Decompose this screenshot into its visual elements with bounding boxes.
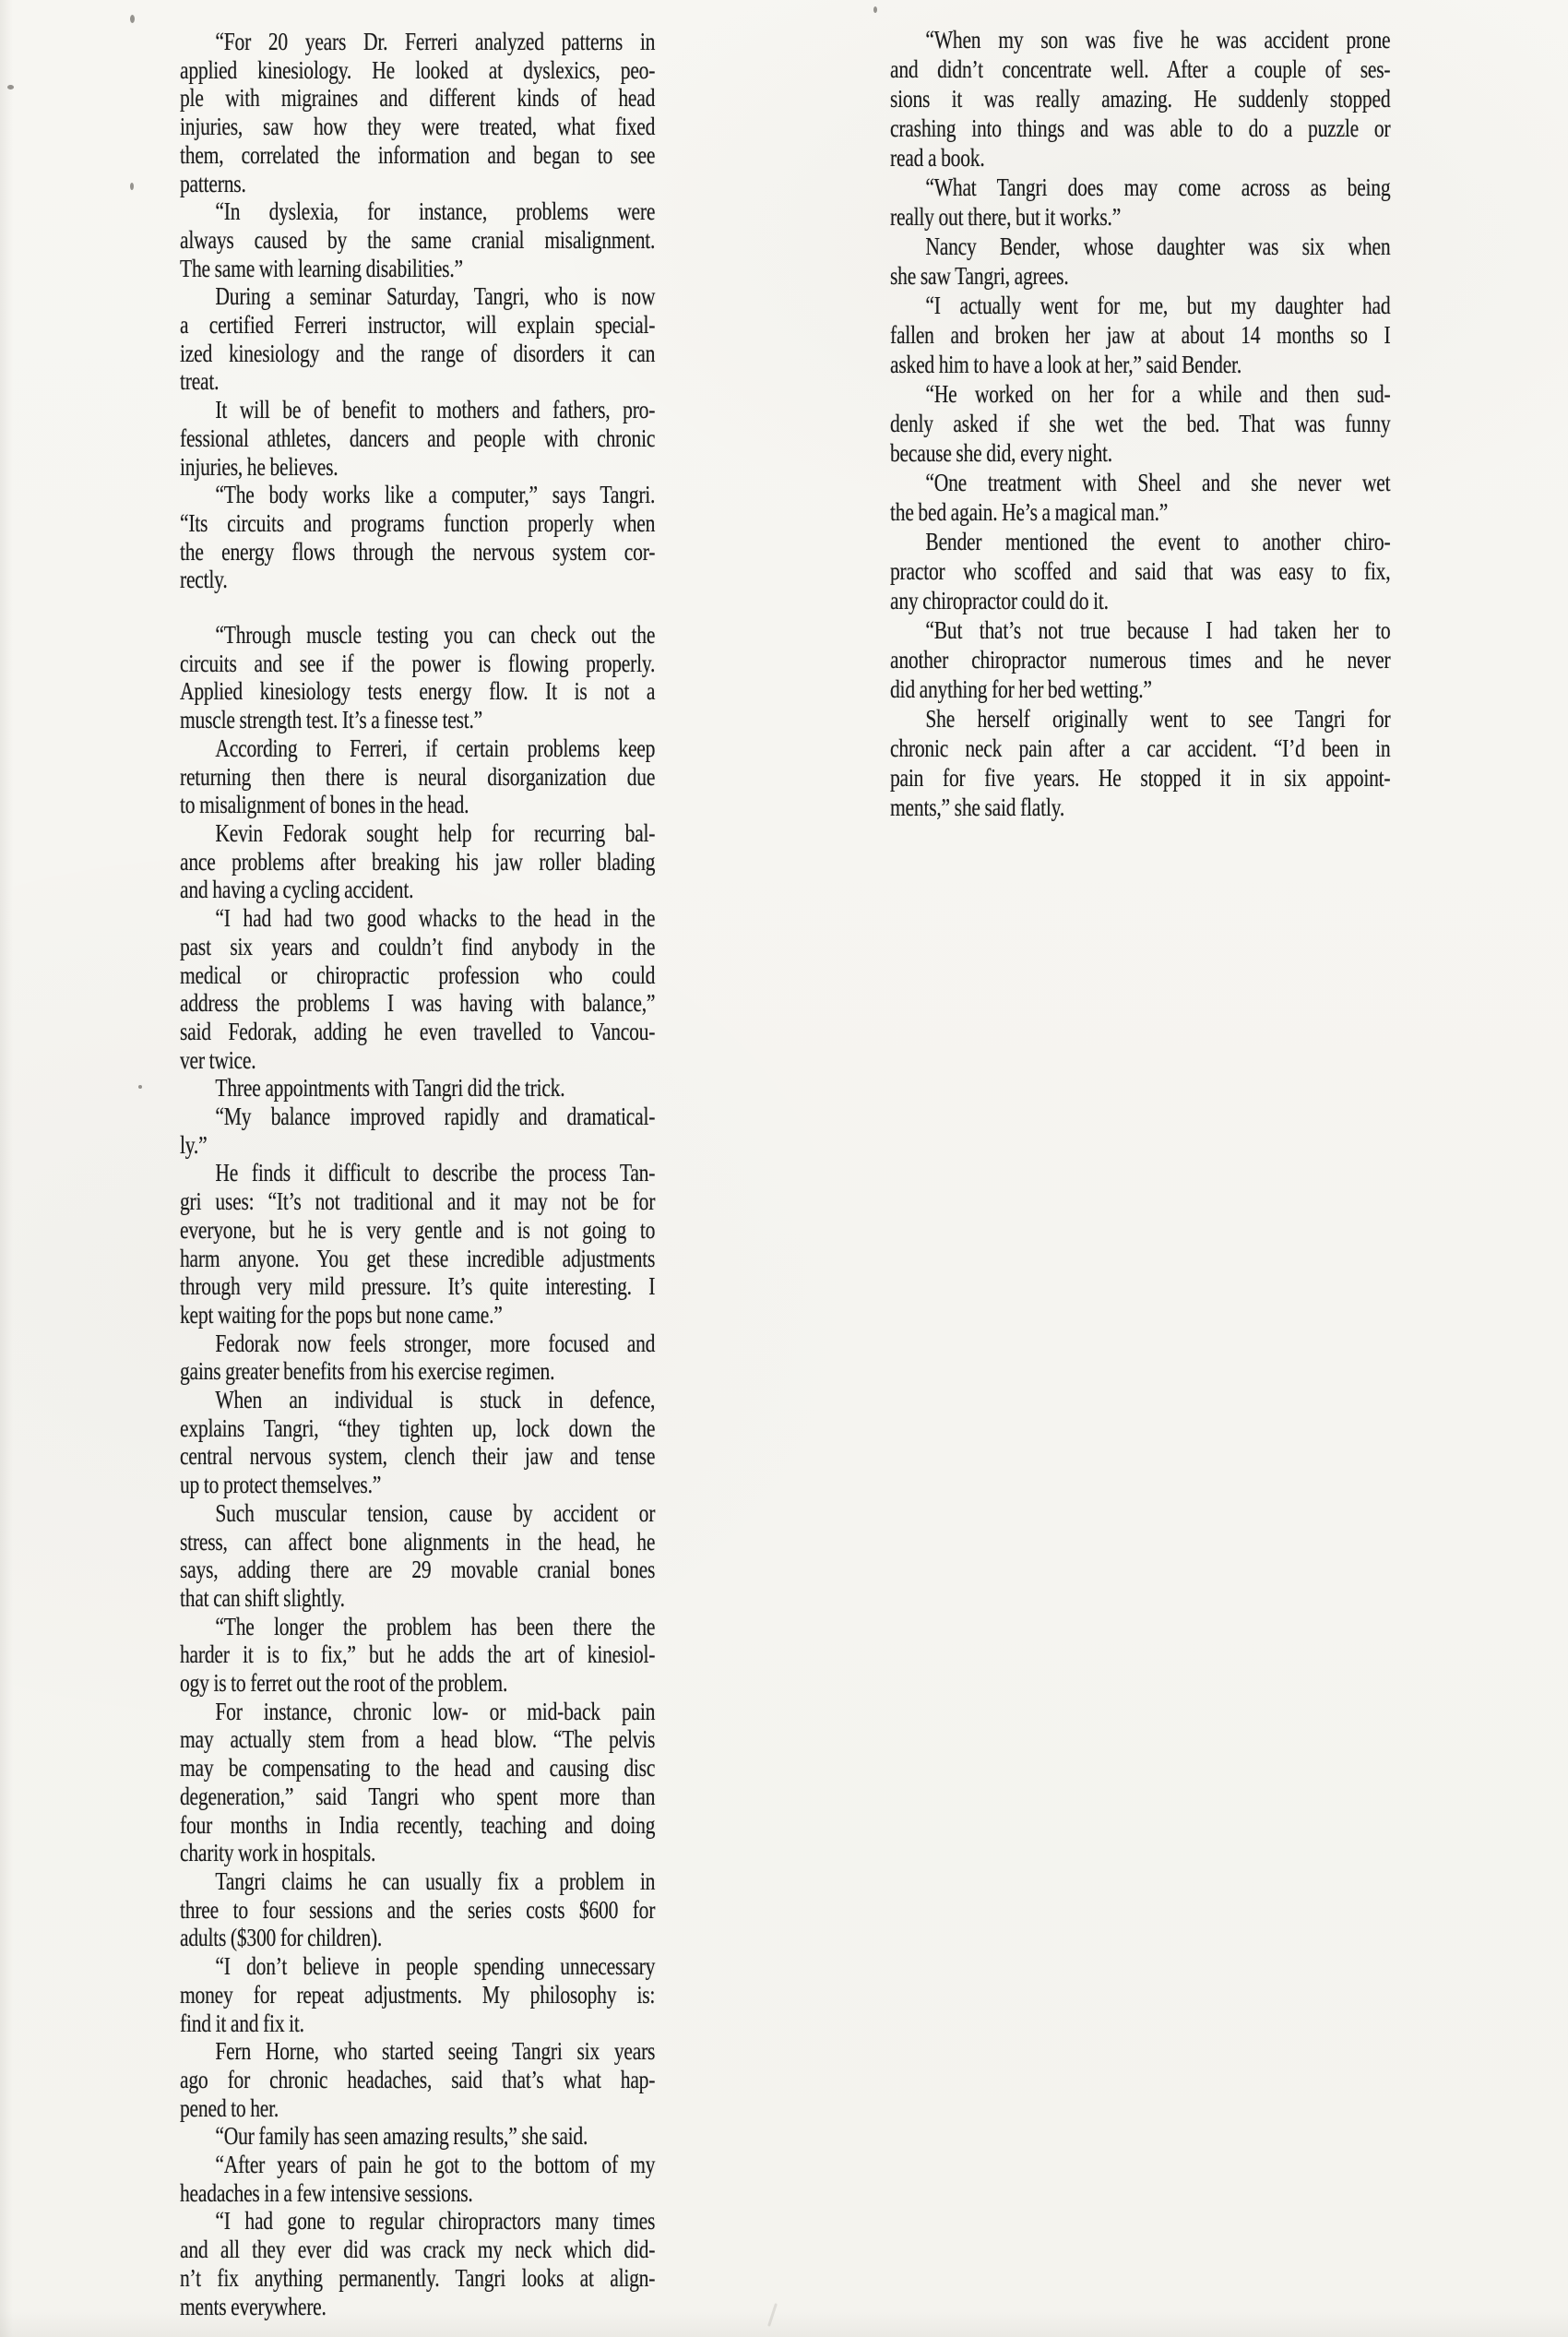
text-line: “I had had two good whacks to the head in the	[215, 904, 656, 933]
text-line: central nervous system, clench their jaw and tense	[180, 1442, 656, 1471]
text-line: Applied kinesiology tests energy flow. It is not a	[180, 677, 656, 706]
text-line: sions it was really amazing. He suddenly stopped	[890, 85, 1391, 113]
article-paragraph	[890, 232, 1390, 291]
text-line: may actually stem from a head blow. “The pelvis	[180, 1725, 656, 1754]
article-paragraph	[180, 734, 655, 819]
text-line: really out there, but it works.”	[890, 203, 1122, 231]
text-line: she saw Tangri, agrees.	[890, 262, 1069, 290]
text-line: “I had gone to regular chiropractors many times	[215, 2207, 656, 2236]
text-line: “My balance improved rapidly and dramatical-	[215, 1103, 656, 1131]
article-paragraph	[180, 481, 655, 594]
text-line: “For 20 years Dr. Ferreri analyzed patterns in	[215, 28, 656, 55]
scan-speck	[130, 15, 135, 23]
text-line: address the problems I was having with balance,”	[180, 989, 656, 1018]
text-line: ago for chronic headaches, said that’s what hap-	[180, 2065, 656, 2093]
scan-speck	[130, 183, 134, 190]
text-line: “He worked on her for a while and then sud-	[925, 380, 1391, 408]
text-line: “When my son was five he was accident prone	[925, 26, 1391, 54]
text-line: “I don’t believe in people spending unnecessary	[215, 1952, 656, 1981]
text-line: ance problems after breaking his jaw roller blading	[180, 847, 656, 876]
article-column-left	[180, 28, 655, 2320]
text-line: another chiropractor numerous times and he never	[890, 646, 1391, 674]
text-line: three to four sessions and the series costs $600 for	[180, 1895, 656, 1924]
text-line: muscle strength test. It’s a finesse test.”	[180, 706, 482, 734]
text-line: pened to her.	[180, 2093, 279, 2122]
text-line: Three appointments with Tangri did the trick.	[215, 1074, 565, 1103]
text-line: Tangri claims he can usually fix a problem in	[215, 1867, 656, 1895]
text-line: fessional athletes, dancers and people with chronic	[180, 423, 656, 452]
article-paragraph	[180, 2207, 655, 2320]
text-line: “What Tangri does may come across as being	[925, 173, 1391, 201]
text-line: because she did, every night.	[890, 439, 1112, 467]
text-line: “The longer the problem has been there the	[215, 1612, 656, 1640]
text-line: the bed again. He’s a magical man.”	[890, 498, 1169, 526]
text-line: said Fedorak, adding he even travelled to Vancou-	[180, 1017, 656, 1045]
text-line: The same with learning disabilities.”	[180, 254, 463, 282]
article-paragraph	[180, 1698, 655, 1867]
text-line: denly asked if she wet the bed. That was funny	[890, 410, 1391, 437]
scan-speck	[7, 85, 14, 89]
text-line: ogy is to ferret out the root of the problem.	[180, 1669, 508, 1698]
text-line: He finds it difficult to describe the process Tan-	[215, 1159, 656, 1187]
article-paragraph	[180, 2151, 655, 2207]
text-line: four months in India recently, teaching and doing	[180, 1810, 656, 1839]
text-line: up to protect themselves.”	[180, 1471, 382, 1499]
text-line: may be compensating to the head and causing disc	[180, 1754, 656, 1783]
text-line: stress, can affect bone alignments in the head, he	[180, 1527, 656, 1556]
text-line: pain for five years. He stopped it in six appoint-	[890, 764, 1391, 792]
article-paragraph	[890, 468, 1390, 527]
text-line: For instance, chronic low- or mid-back pain	[215, 1697, 656, 1725]
article-paragraph	[180, 1867, 655, 1952]
article-paragraph	[890, 291, 1390, 379]
text-line: charity work in hospitals.	[180, 1839, 376, 1867]
text-line: Fedorak now feels stronger, more focused and	[215, 1329, 656, 1357]
text-line: always caused by the same cranial misalignment.	[180, 225, 656, 254]
text-line: “But that’s not true because I had taken her to	[925, 616, 1391, 644]
article-paragraph	[180, 2122, 655, 2151]
text-line: find it and fix it.	[180, 2009, 304, 2037]
article-paragraph	[890, 173, 1390, 232]
text-line: Fern Horne, who started seeing Tangri six years	[215, 2037, 656, 2066]
text-line: ver twice.	[180, 1045, 256, 1074]
text-line: read a book.	[890, 144, 985, 172]
text-line: Bender mentioned the event to another chiro-	[925, 528, 1391, 555]
text-line: the energy flows through the nervous system cor-	[180, 537, 656, 566]
article-paragraph	[180, 1386, 655, 1499]
text-line: that can shift slightly.	[180, 1583, 345, 1612]
text-line: explains Tangri, “they tighten up, lock down the	[180, 1413, 656, 1442]
text-line: did anything for her bed wetting.”	[890, 675, 1152, 703]
text-line: kept waiting for the pops but none came.”	[180, 1300, 503, 1329]
text-line: says, adding there are 29 movable cranial bones	[180, 1556, 656, 1584]
text-line: a certified Ferreri instructor, will explain special-	[180, 311, 656, 340]
text-line: n’t fix anything permanently. Tangri looks at align-	[180, 2263, 656, 2292]
text-line: returning then there is neural disorganization due	[180, 762, 656, 791]
text-line: applied kinesiology. He looked at dyslexics, peo-	[180, 55, 656, 84]
text-line: Such muscular tension, cause by accident or	[215, 1498, 656, 1527]
text-line: everyone, but he is very gentle and is not going to	[180, 1215, 656, 1244]
article-paragraph	[180, 1103, 655, 1159]
text-line: any chiropractor could do it.	[890, 587, 1109, 614]
text-line: gri uses: “It’s not traditional and it may not be for	[180, 1187, 656, 1216]
scan-speck	[138, 1085, 142, 1089]
text-line: injuries, saw how they were treated, what fixed	[180, 113, 656, 141]
text-line: money for repeat adjustments. My philosophy is:	[180, 1980, 656, 2009]
text-line: headaches in a few intensive sessions.	[180, 2178, 473, 2207]
scan-speck	[873, 6, 877, 13]
text-line: harm anyone. You get these incredible adjustments	[180, 1244, 656, 1272]
article-paragraph	[180, 197, 655, 282]
text-line: to misalignment of bones in the head.	[180, 791, 469, 819]
article-paragraph	[180, 396, 655, 481]
text-line: practor who scoffed and said that was easy to fix,	[890, 557, 1391, 585]
text-line: degeneration,” said Tangri who spent more than	[180, 1782, 656, 1810]
article-paragraph	[890, 527, 1390, 615]
text-line: past six years and couldn’t find anybody in the	[180, 932, 656, 960]
article-paragraph	[890, 704, 1390, 822]
text-line: Nancy Bender, whose daughter was six when	[925, 233, 1391, 260]
article-paragraph	[180, 904, 655, 1074]
text-line: through very mild pressure. It’s quite interesting. I	[180, 1272, 656, 1301]
article-paragraph	[180, 819, 655, 904]
article-paragraph	[890, 615, 1390, 704]
article-paragraph	[180, 1952, 655, 2037]
text-line: and having a cycling accident.	[180, 876, 414, 904]
text-line: ized kinesiology and the range of disorders it can	[180, 339, 656, 367]
article-paragraph	[180, 1613, 655, 1698]
article-paragraph	[180, 1074, 655, 1103]
text-line: ments everywhere.	[180, 2292, 327, 2320]
text-line: “In dyslexia, for instance, problems were	[215, 197, 656, 226]
text-line: “Through muscle testing you can check out the	[215, 621, 656, 650]
text-line: gains greater benefits from his exercise regimen.	[180, 1357, 555, 1386]
text-line: She herself originally went to see Tangri for	[925, 705, 1391, 733]
text-line: them, correlated the information and began to see	[180, 140, 656, 169]
article-paragraph	[180, 1499, 655, 1613]
text-line: crashing into things and was able to do a puzzle or	[890, 114, 1391, 142]
text-line: “The body works like a computer,” says Tangri.	[215, 481, 656, 509]
text-line: circuits and see if the power is flowing properly.	[180, 649, 656, 677]
text-line: ly.”	[180, 1130, 208, 1159]
text-line: and all they ever did was crack my neck which did-	[180, 2236, 656, 2264]
text-line: patterns.	[180, 169, 246, 197]
article-paragraph	[180, 1159, 655, 1329]
text-line: Kevin Fedorak sought help for recurring bal-	[215, 818, 656, 847]
article-paragraph	[180, 28, 655, 197]
article-paragraph	[890, 379, 1390, 468]
text-line: harder it is to fix,” but he adds the art of kinesiol-	[180, 1640, 656, 1669]
text-line: and didn’t concentrate well. After a couple of ses-	[890, 55, 1391, 83]
text-line: “One treatment with Sheel and she never wet	[925, 469, 1391, 496]
text-line: treat.	[180, 367, 220, 396]
article-paragraph	[180, 1329, 655, 1386]
article-column-right	[890, 25, 1390, 822]
text-line: During a seminar Saturday, Tangri, who is now	[215, 282, 656, 311]
article-paragraph	[180, 2037, 655, 2122]
article-paragraph	[180, 282, 655, 396]
text-line: “Its circuits and programs function properly when	[180, 508, 656, 537]
article-paragraph	[180, 621, 655, 734]
text-line: When an individual is stuck in defence,	[215, 1386, 656, 1414]
text-line: chronic neck pain after a car accident. “I’d been in	[890, 734, 1391, 762]
text-line: medical or chiropractic profession who could	[180, 960, 656, 989]
text-line: fallen and broken her jaw at about 14 months so I	[890, 321, 1391, 349]
text-line: “Our family has seen amazing results,” she said.	[215, 2122, 588, 2151]
article-paragraph	[890, 25, 1390, 173]
text-line: ple with migraines and different kinds of head	[180, 84, 656, 113]
text-line: injuries, he believes.	[180, 452, 339, 481]
text-line: According to Ferreri, if certain problems keep	[215, 733, 656, 762]
text-line: rectly.	[180, 566, 228, 594]
text-line: adults ($300 for children).	[180, 1924, 383, 1952]
text-line: “I actually went for me, but my daughter had	[925, 292, 1391, 319]
text-line: “After years of pain he got to the bottom of my	[215, 2151, 656, 2179]
text-line: ments,” she said flatly.	[890, 793, 1064, 821]
paper-crease	[767, 2303, 778, 2327]
text-line: asked him to have a look at her,” said Bender.	[890, 351, 1241, 378]
text-line: It will be of benefit to mothers and fathers, pro-	[215, 396, 656, 424]
